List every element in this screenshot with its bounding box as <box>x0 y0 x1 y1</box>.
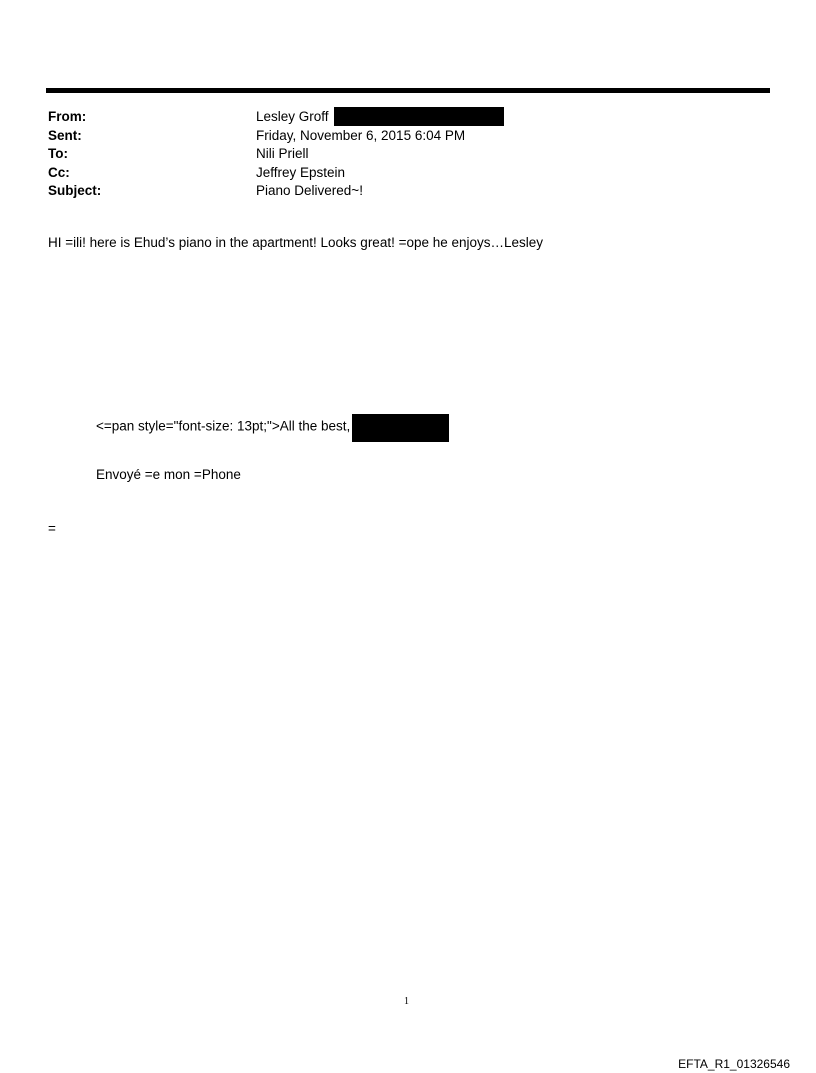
cc-label: Cc: <box>48 164 70 180</box>
from-label: From: <box>48 109 87 124</box>
page-number: 1 <box>404 996 409 1007</box>
header-divider <box>46 88 770 93</box>
redaction-box <box>352 414 449 442</box>
trailer-text: = <box>48 521 56 536</box>
message-body: HI =ili! here is Ehud’s piano in the apartment! Looks great! =ope he enjoys…Lesley <box>48 235 544 250</box>
subject-row <box>48 182 504 200</box>
subject-label: Subject: <box>48 182 102 198</box>
to-value: Nili Priell <box>256 146 309 162</box>
signature-text: <=pan style="font-size: 13pt;">All the best, <box>96 418 351 434</box>
email-header <box>48 108 504 200</box>
from-name: Lesley Groff <box>256 109 329 125</box>
redaction-box <box>334 107 504 126</box>
from-row <box>48 108 504 127</box>
signature-line <box>96 413 449 441</box>
sent-row <box>48 127 504 145</box>
subject-value: Piano Delivered~! <box>256 182 363 198</box>
cc-value: Jeffrey Epstein <box>256 164 346 180</box>
cc-row <box>48 164 504 182</box>
sent-value: Friday, November 6, 2015 6:04 PM <box>256 128 466 143</box>
from-value <box>256 108 504 127</box>
sent-label: Sent: <box>48 128 82 143</box>
to-row <box>48 145 504 163</box>
sent-from-line: Envoyé =e mon =Phone <box>96 467 241 482</box>
to-label: To: <box>48 146 68 162</box>
bates-number: EFTA_R1_01326546 <box>678 1057 790 1071</box>
